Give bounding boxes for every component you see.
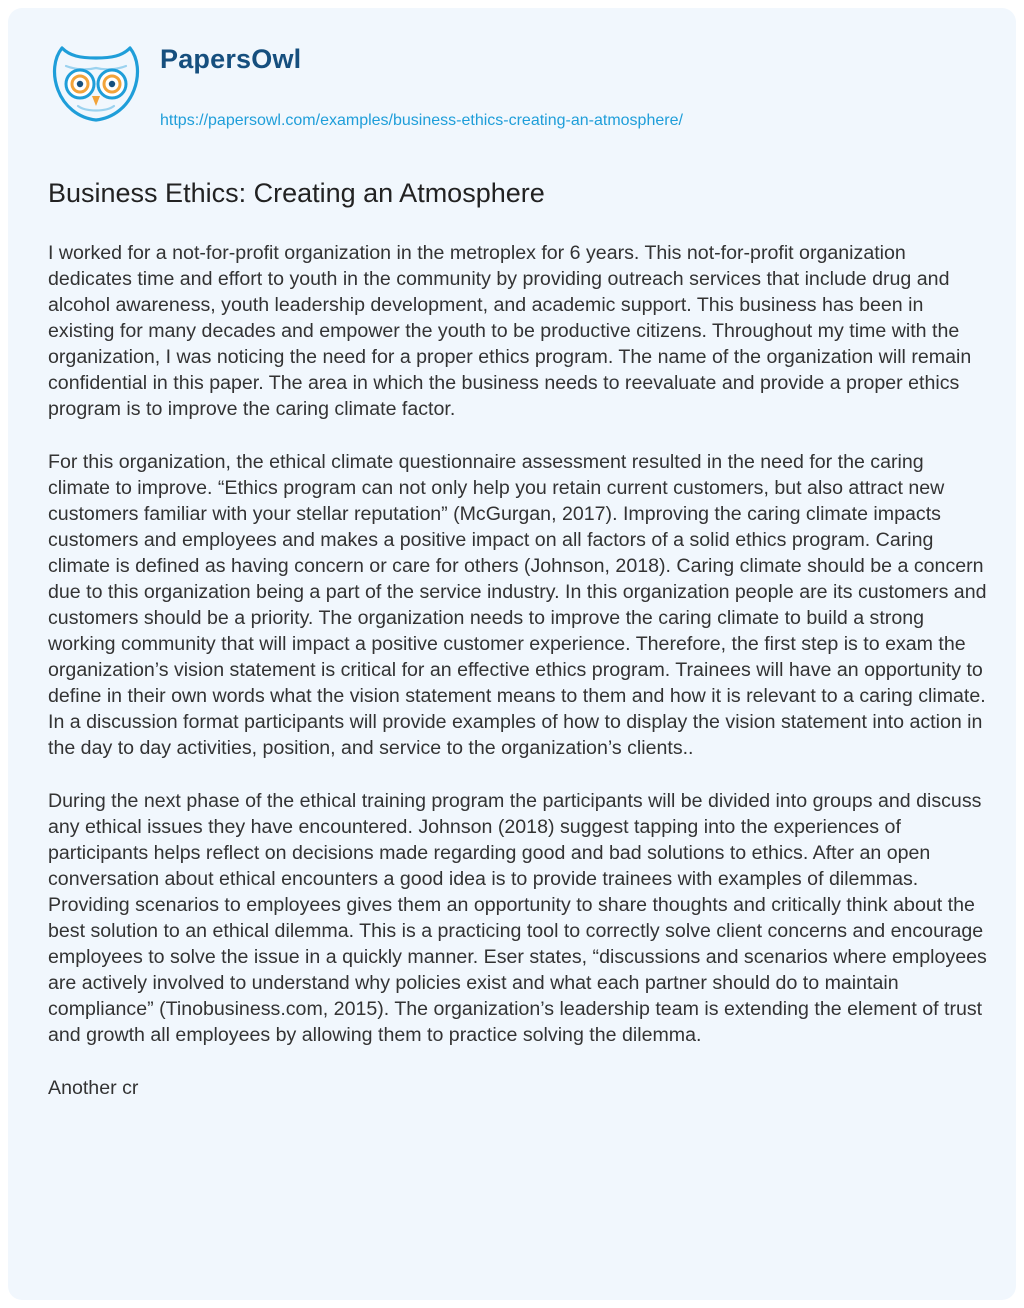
page-title: Business Ethics: Creating an Atmosphere bbox=[48, 178, 545, 208]
paragraph: I worked for a not-for-profit organization in the metroplex for 6 years. This not-for-profit organization dedicates time and effort to youth in the community by providing outreach services that include drug and alcohol awareness, youth leadership development, and academic support. This business has been in existing for many decades and empower the youth to be productive citizens. Throughout my time with the organization, I was noticing the need for a proper ethics program. The name of the organization will remain confidential in this paper. The area in which the business needs to reevaluate and provide a proper ethics program is to improve the caring climate factor. bbox=[48, 242, 972, 420]
brand-name[interactable]: PapersOwl bbox=[160, 44, 302, 74]
paragraph-truncated: Another cr bbox=[48, 1077, 139, 1099]
source-url-link[interactable]: https://papersowl.com/examples/business-ethics-creating-an-atmosphere/ bbox=[160, 112, 683, 129]
paragraph: For this organization, the ethical climate questionnaire assessment resulted in the need for the caring climate to improve. “Ethics program can not only help you retain current customers, but also attract new customers familiar with your stellar reputation” (McGurgan, 2017). Improving the caring climate impacts customers and employees and makes a positive impact on all factors of a solid ethics program. Caring climate is defined as having concern or care for others (Johnson, 2018). Caring climate should be a concern due to this organization being a part of the service industry. In this organization people are its customers and customers should be a priority. The organization needs to improve the caring climate to build a strong working community that will impact a positive customer experience. Therefore, the first step is to exam the organization’s vision statement is critical for an effective ethics program. Trainees will have an opportunity to define in their own words what the vision statement means to them and how it is relevant to a caring climate. In a discussion format participants will provide examples of how to display the vision statement into action in the day to day activities, position, and service to the organization’s clients.. bbox=[48, 451, 987, 759]
essay-body bbox=[48, 240, 988, 1128]
owl-logo-icon[interactable] bbox=[48, 44, 144, 122]
document-card bbox=[8, 8, 1016, 1300]
paragraph: During the next phase of the ethical training program the participants will be divided into groups and discuss any ethical issues they have encountered. Johnson (2018) suggest tapping into the experiences of participants helps reflect on decisions made regarding good and bad solutions to ethics. After an open conversation about ethical encounters a good idea is to provide trainees with examples of dilemmas. Providing scenarios to employees gives them an opportunity to share thoughts and critically think about the best solution to an ethical dilemma. This is a practicing tool to correctly solve client concerns and encourage employees to solve the issue in a quickly manner. Eser states, “discussions and scenarios where employees are actively involved to understand why policies exist and what each partner should do to maintain compliance” (Tinobusiness.com, 2015). The organization’s leadership team is extending the element of trust and growth all employees by allowing them to practice solving the dilemma. bbox=[48, 790, 987, 1046]
site-header bbox=[48, 38, 988, 129]
